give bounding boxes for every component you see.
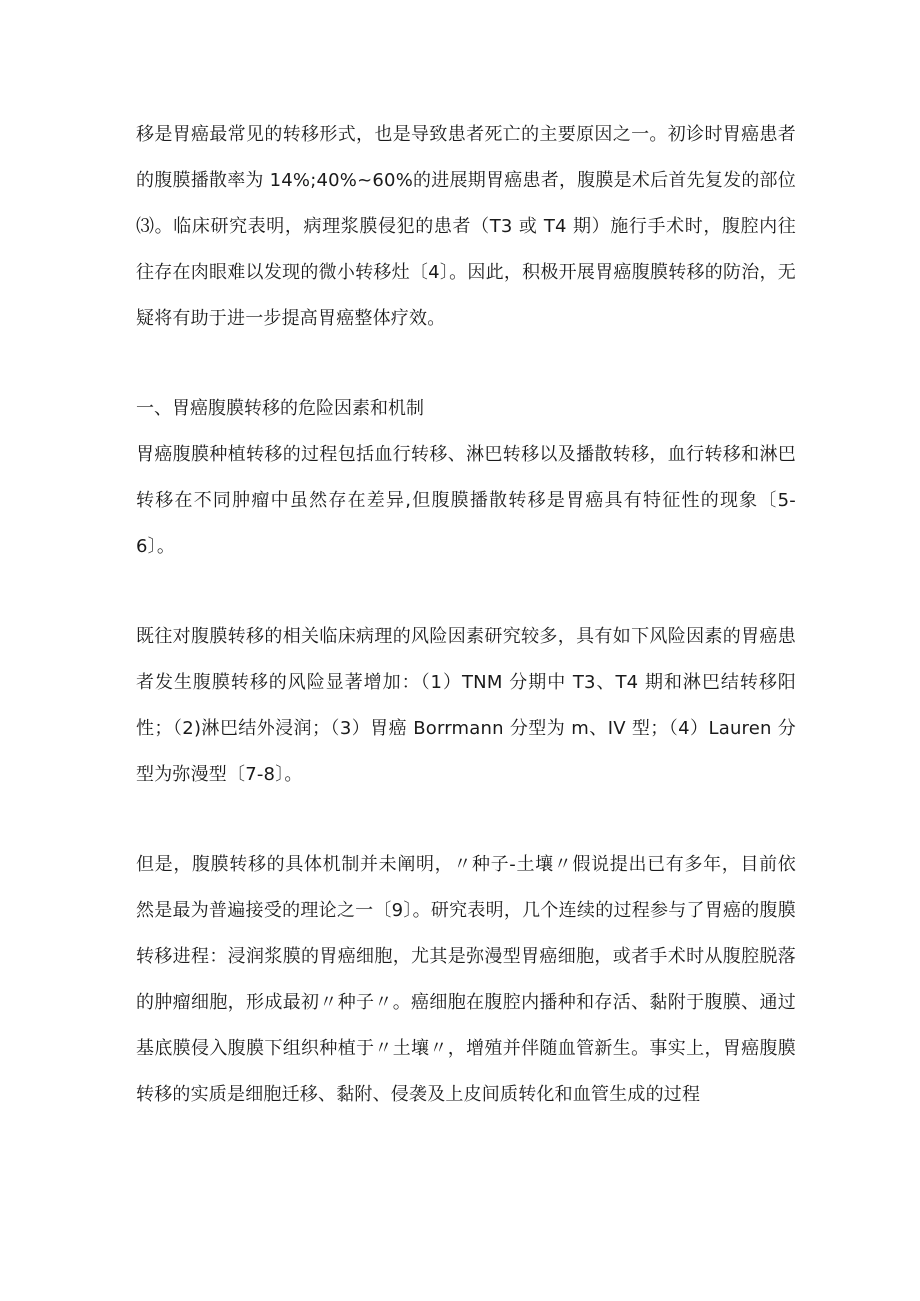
paragraph-risk-factors: 既往对腹膜转移的相关临床病理的风险因素研究较多，具有如下风险因素的胃癌患者发生腹膜转移的风险显著增加：（1）TNM 分期中 T3、T4 期和淋巴结转移阳性；（2)淋巴结外浸润；（3）胃癌 Borrmann 分型为 m、IV 型；（4）Lauren 分型为弥漫型〔7-8〕。 [136,626,796,785]
paragraph-gap [136,798,796,842]
paragraph-intro: 移是胃癌最常见的转移形式，也是导致患者死亡的主要原因之一。初诊时胃癌患者的腹膜播散率为 14%;40%~60%的进展期胃癌患者，腹膜是术后首先复发的部位⑶。临床研究表明，病理浆膜侵犯的患者（T3 或 T4 期）施行手术时，腹腔内往往存在肉眼难以发现的微小转移灶〔4〕。因此，积极开展胃癌腹膜转移的防治，无疑将有助于进一步提高胃癌整体疗效。 [136,124,796,329]
paragraph-mechanism: 但是，腹膜转移的具体机制并未阐明，〃种子-土壤〃假说提出已有多年，目前依然是最为普遍接受的理论之一〔9〕。研究表明，几个连续的过程参与了胃癌的腹膜转移进程：浸润浆膜的胃癌细胞，尤其是弥漫型胃癌细胞，或者手术时从腹腔脱落的肿瘤细胞，形成最初〃种子〃。癌细胞在腹腔内播种和存活、黏附于腹膜、通过基底膜侵入腹膜下组织种植于〃土壤〃，增殖并伴随血管新生。事实上，胃癌腹膜转移的实质是细胞迁移、黏附、侵袭及上皮间质转化和血管生成的过程 [136,854,796,1105]
paragraph-gap [136,570,796,614]
paragraph-gap [136,342,796,386]
section-heading: 一、胃癌腹膜转移的危险因素和机制 [136,398,424,419]
paragraph-pathways: 胃癌腹膜种植转移的过程包括血行转移、淋巴转移以及播散转移，血行转移和淋巴转移在不同肿瘤中虽然存在差异,但腹膜播散转移是胃癌具有特征性的现象〔5-6〕。 [136,444,796,557]
document-page [136,112,796,1118]
